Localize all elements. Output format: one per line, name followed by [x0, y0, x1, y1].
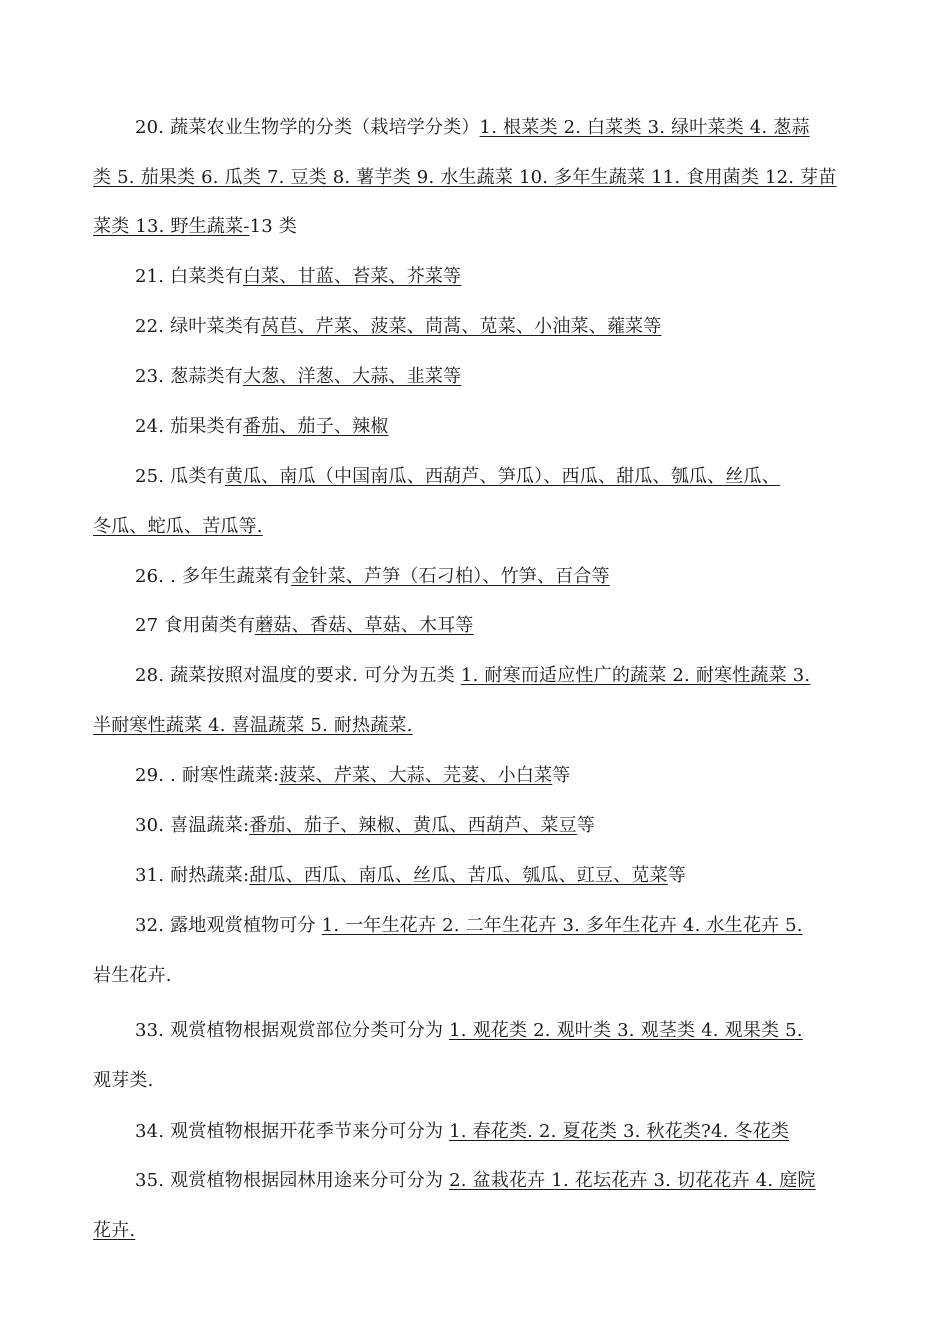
item-28-line-2: [93, 714, 413, 738]
item-22: [135, 315, 662, 339]
item-tail: 13 类: [249, 216, 297, 237]
item-25-line-2: [93, 515, 263, 539]
item-answer: 冬瓜、蛇瓜、苦瓜等.: [93, 516, 263, 537]
item-20-line-3: [93, 215, 297, 239]
item-text: 20. 蔬菜农业生物学的分类（栽培学分类）: [135, 117, 480, 138]
item-32-line-2: [93, 964, 172, 988]
item-28-line-1: [135, 664, 810, 688]
item-34: [135, 1120, 789, 1144]
item-text: 观芽类.: [93, 1070, 154, 1091]
item-answer: 大葱、洋葱、大蒜、韭菜等: [242, 366, 462, 387]
item-answer: 蘑菇、香菇、草菇、木耳等: [255, 615, 474, 636]
item-text: 22. 绿叶菜类有: [135, 316, 262, 337]
item-answer: 白菜、甘蓝、苔菜、芥菜等: [242, 266, 462, 287]
item-answer: 番茄、茄子、辣椒、黄瓜、西葫芦、菜豆: [249, 815, 577, 836]
item-20-line-2: [93, 166, 837, 190]
item-30: [135, 814, 595, 838]
item-answer: 番茄、茄子、辣椒: [242, 416, 389, 437]
item-tail: 等: [576, 815, 596, 836]
item-answer: 莴苣、芹菜、菠菜、茼蒿、苋菜、小油菜、蕹菜等: [261, 316, 662, 337]
item-31: [135, 864, 686, 888]
item-27: [135, 614, 474, 638]
item-text: 32. 露地观赏植物可分: [135, 915, 322, 936]
item-answer: 1. 一年生花卉 2. 二年生花卉 3. 多年生花卉 4. 水生花卉 5.: [321, 915, 803, 936]
item-32-line-1: [135, 914, 803, 938]
item-tail: 等: [552, 765, 571, 786]
item-29: [135, 764, 570, 788]
item-answer: 菠菜、芹菜、大蒜、芫荽、小白菜: [279, 765, 553, 786]
item-text: 岩生花卉.: [93, 965, 172, 986]
item-20-line-1: [135, 116, 810, 140]
item-33-line-2: [93, 1069, 154, 1093]
item-answer: 半耐寒性蔬菜 4. 喜温蔬菜 5. 耐热蔬菜.: [93, 715, 413, 736]
item-text: 29. . 耐寒性蔬菜:: [135, 765, 280, 786]
item-text: 24. 茄果类有: [135, 416, 243, 437]
item-answer: 金针菜、芦笋（石刁柏）、竹笋、百合等: [291, 566, 610, 587]
item-answer: 2. 盆栽花卉 1. 花坛花卉 3. 切花花卉 4. 庭院: [449, 1170, 816, 1191]
item-answer: 类 5. 茄果类 6. 瓜类 7. 豆类 8. 薯芋类 9. 水生蔬菜 10. 多年生蔬菜 11. 食用菌类 12. 芽苗: [93, 167, 837, 188]
item-text: 30. 喜温蔬菜:: [135, 815, 250, 836]
item-text: 21. 白菜类有: [135, 266, 243, 287]
item-tail: 等: [667, 865, 687, 886]
item-text: 23. 葱蒜类有: [135, 366, 243, 387]
item-answer: 1. 根菜类 2. 白菜类 3. 绿叶菜类 4. 葱蒜: [479, 117, 810, 138]
item-text: 34. 观赏植物根据开花季节来分可分为: [135, 1121, 450, 1142]
item-text: 27 食用菌类有: [135, 615, 256, 636]
item-21: [135, 265, 461, 289]
item-text: 33. 观赏植物根据观赏部位分类可分为: [135, 1020, 450, 1041]
item-35-line-2: [93, 1219, 135, 1243]
item-answer: 1. 春花类. 2. 夏花类 3. 秋花类?4. 冬花类: [449, 1121, 790, 1142]
item-25-line-1: [135, 465, 780, 489]
item-33-line-1: [135, 1019, 803, 1043]
item-35-line-1: [135, 1169, 816, 1193]
item-23: [135, 365, 461, 389]
item-24: [135, 415, 389, 439]
item-text: 26. . 多年生蔬菜有: [135, 566, 292, 587]
item-text: 35. 观赏植物根据园林用途来分可分为: [135, 1170, 450, 1191]
item-answer: 菜类 13. 野生蔬菜-: [93, 216, 250, 237]
item-text: 28. 蔬菜按照对温度的要求. 可分为五类: [135, 665, 461, 686]
item-26: [135, 565, 610, 589]
item-text: 31. 耐热蔬菜:: [135, 865, 250, 886]
item-answer: 1. 观花类 2. 观叶类 3. 观茎类 4. 观果类 5.: [449, 1020, 803, 1041]
item-text: 25. 瓜类有: [135, 466, 225, 487]
item-answer: 1. 耐寒而适应性广的蔬菜 2. 耐寒性蔬菜 3.: [460, 665, 811, 686]
item-answer: 花卉.: [93, 1220, 136, 1241]
item-answer: 甜瓜、西瓜、南瓜、丝瓜、苦瓜、瓠瓜、豇豆、苋菜: [249, 865, 668, 886]
item-answer: 黄瓜、南瓜（中国南瓜、西葫芦、笋瓜）、西瓜、甜瓜、瓠瓜、丝瓜、: [224, 466, 780, 487]
